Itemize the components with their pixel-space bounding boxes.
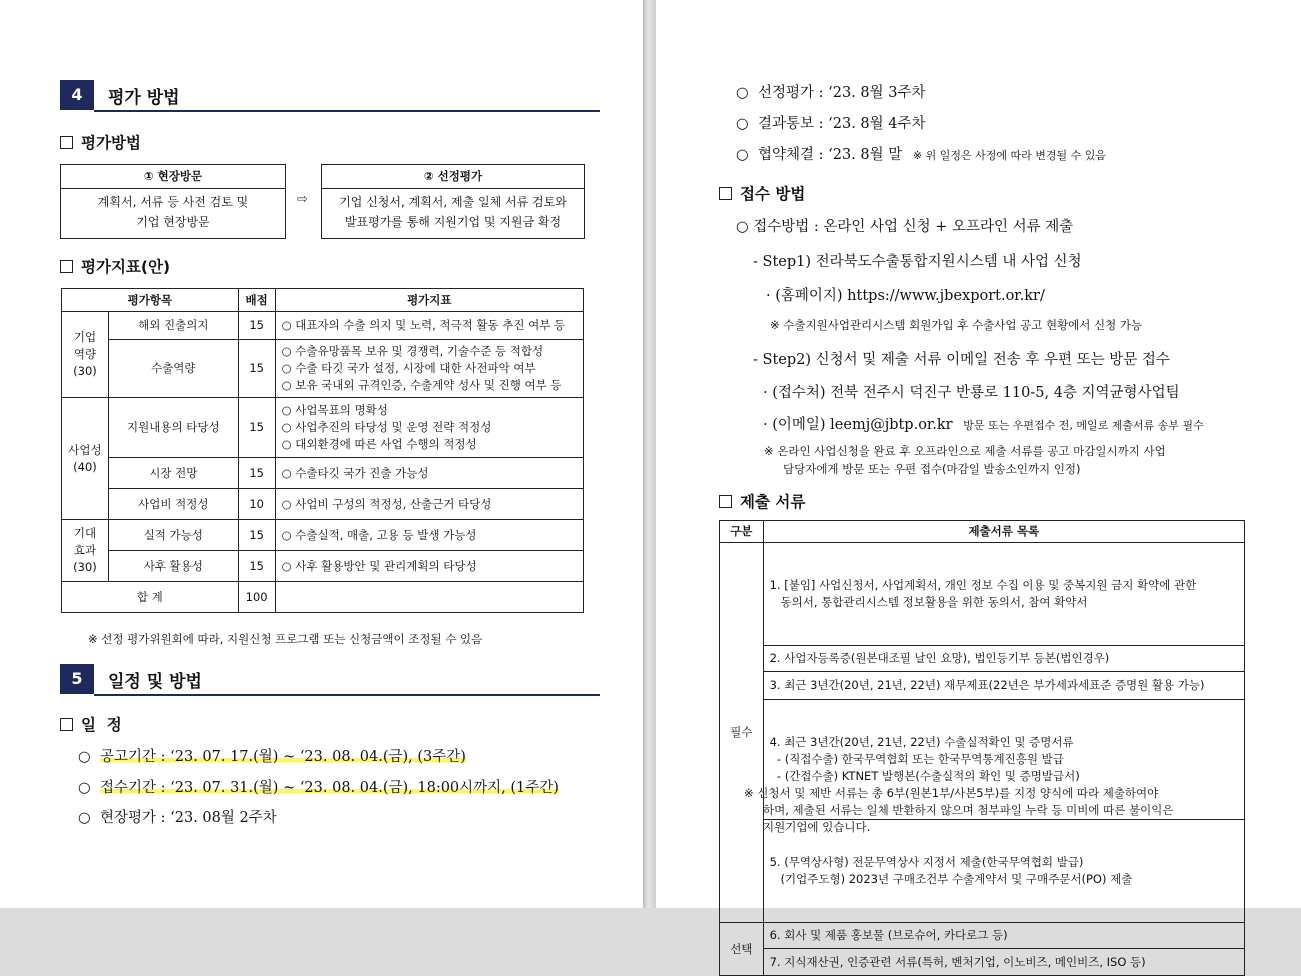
table-row (720, 543, 1245, 646)
score-cell: 15 (238, 398, 275, 458)
table-row (720, 923, 1245, 949)
flow-step-2 (321, 164, 585, 239)
reception-note-2a: ※ 온라인 사업신청을 완료 후 오프라인으로 제출 서류를 공고 마감일시까지 사업 (764, 444, 1166, 458)
checkbox-square-icon (60, 136, 73, 149)
submission-docs-table (719, 520, 1245, 976)
section-number: 5 (60, 664, 94, 694)
score-cell: 15 (238, 458, 275, 489)
score-cell: 15 (238, 340, 275, 398)
score-cell: 15 (238, 551, 275, 582)
schedule-item-announcement: ○ 공고기간 : ‘23. 07. 17.(월) ~ ‘23. 08. 04.(금), (3주간) (78, 749, 466, 765)
table-row (62, 312, 584, 340)
schedule-change-note: ※ 위 일정은 사정에 따라 변경될 수 있음 (912, 149, 1106, 162)
reception-email (763, 413, 1204, 434)
item-cell: 지원내용의 타당성 (108, 398, 238, 458)
table-row (720, 646, 1245, 672)
homepage-link[interactable]: · (홈페이지) https://www.jbexport.or.kr/ (766, 288, 1045, 304)
arrow-right-icon: ⇨ (297, 192, 308, 207)
reception-step2: - Step2) 신청서 및 제출 서류 이메일 전송 후 우편 또는 방문 접수 (753, 352, 1170, 368)
flow-step-body: 기업 현장방문 (136, 215, 210, 229)
group-label: 기대 효과 (30) (62, 520, 109, 582)
reception-heading: 접수 방법 (719, 182, 805, 204)
table-total-row (62, 582, 584, 613)
docs-note-line-1: ※ 신청서 및 제반 서류는 총 6부(원본1부/사본5부)를 지정 양식에 따라 제출하여야 (744, 786, 1159, 800)
reception-note-1: ※ 수출지원사업관리시스템 회원가입 후 수출사업 공고 현황에서 신청 가능 (770, 318, 1143, 332)
section-title: 평가 방법 (108, 88, 180, 108)
checkbox-square-icon (60, 718, 73, 731)
score-cell: 15 (238, 312, 275, 340)
section-5-header (60, 664, 600, 694)
section-number: 4 (60, 80, 94, 110)
document-page-left[interactable] (0, 0, 643, 908)
flow-step-1 (60, 164, 286, 239)
doc-item: 7. 지식재산권, 인증관련 서류(특허, 벤처기업, 이노비즈, 메인비즈, ISO 등) (763, 949, 1244, 976)
item-cell: 수출역량 (108, 340, 238, 398)
table-row (62, 458, 584, 489)
flow-step-body: 기업 신청서, 계획서, 제출 일체 서류 검토와 (339, 195, 567, 209)
email-link[interactable]: · (이메일) leemj@jbtp.or.kr (763, 417, 953, 433)
table-header: 배점 (238, 289, 275, 312)
indicator-heading: 평가지표(안) (60, 255, 170, 277)
section-underline (94, 694, 600, 696)
doc-item: 2. 사업자등록증(원본대조필 날인 요망), 법인등기부 등본(법인경우) (763, 646, 1244, 672)
indicator-cell: ○ 수출타깃 국가 진출 가능성 (275, 458, 583, 489)
table-note: ※ 선정 평가위원회에 따라, 지원신청 프로그램 또는 신청금액이 조정될 수 있음 (88, 632, 483, 646)
item-cell: 해외 진출의지 (108, 312, 238, 340)
table-row (62, 340, 584, 398)
email-note: 방문 또는 우편접수 전, 메일로 제출서류 송부 필수 (963, 419, 1204, 432)
flow-step-title: ② 선정평가 (322, 165, 584, 189)
doc-item: 6. 회사 및 제품 홍보물 (브로슈어, 카다로그 등) (763, 923, 1244, 949)
indicator-cell: ○ 수출실적, 매출, 고용 등 발생 가능성 (275, 520, 583, 551)
schedule-item-selection: ○ 선정평가 : ‘23. 8월 3주차 (736, 85, 926, 101)
checkbox-square-icon (719, 187, 732, 200)
evaluation-indicator-table (61, 288, 584, 613)
docs-heading: 제출 서류 (719, 490, 805, 512)
total-label: 합 계 (62, 582, 239, 613)
doc-item: 1. [붙임] 사업신청서, 사업계획서, 개인 정보 수집 이용 및 중복지원 금지 확약에 관한 동의서, 통합관리시스템 정보활용을 위한 동의서, 참여 확약서 (763, 543, 1244, 646)
item-cell: 실적 가능성 (108, 520, 238, 551)
schedule-item-result: ○ 결과통보 : ‘23. 8월 4주차 (736, 116, 926, 132)
section-title: 일정 및 방법 (108, 672, 202, 692)
checkbox-square-icon (719, 495, 732, 508)
group-label: 기업 역량 (30) (62, 312, 109, 398)
schedule-item-agreement: ○ 협약체결 : ‘23. 8월 말 ※ 위 일정은 사정에 따라 변경될 수 있음 (736, 147, 1106, 163)
schedule-item-reception: ○ 접수기간 : ‘23. 07. 31.(월) ~ ‘23. 08. 04.(금), 18:00시까지, (1주간) (78, 780, 559, 796)
table-header: 구분 (720, 521, 764, 543)
indicator-cell: ○ 수출유망품목 보유 및 경쟁력, 기술수준 등 적합성 ○ 수출 타깃 국가 설정, 시장에 대한 사전파악 여부 ○ 보유 국내외 규격인증, 수출계약 성사 및 진행 여부 등 (275, 340, 583, 398)
document-page-right[interactable] (656, 0, 1301, 969)
total-empty-cell (275, 582, 583, 613)
table-row (62, 489, 584, 520)
doc-item: 3. 최근 3년간(20년, 21년, 22년) 재무제표(22년은 부가세과세표준 증명원 활용 가능) (763, 672, 1244, 700)
reception-method: ○ 접수방법 : 온라인 사업 신청 + 오프라인 서류 제출 (736, 219, 1074, 235)
table-row (62, 551, 584, 582)
checkbox-square-icon (60, 260, 73, 273)
section-4-header (60, 80, 600, 110)
flow-step-body: 발표평가를 통해 지원기업 및 지원금 확정 (344, 215, 562, 229)
required-label: 필수 (720, 543, 764, 923)
schedule-item-site-eval: ○ 현장평가 : ‘23. 08월 2주차 (78, 810, 277, 826)
score-cell: 15 (238, 520, 275, 551)
reception-address: · (접수처) 전북 전주시 덕진구 반룡로 110-5, 4층 지역균형사업팀 (763, 385, 1180, 401)
docs-note-line-2: 하며, 제출된 서류는 일체 반환하지 않으며 첨부파일 누락 등 미비에 따른 불이익은 (763, 803, 1174, 817)
item-cell: 시장 전망 (108, 458, 238, 489)
table-header: 평가항목 (62, 289, 239, 312)
table-header: 제출서류 목록 (763, 521, 1244, 543)
indicator-cell: ○ 사업비 구성의 적정성, 산출근거 타당성 (275, 489, 583, 520)
table-row (62, 520, 584, 551)
flow-step-title: ① 현장방문 (61, 165, 285, 189)
item-cell: 사업비 적정성 (108, 489, 238, 520)
table-row (720, 949, 1245, 976)
table-header: 평가지표 (275, 289, 583, 312)
table-row (62, 398, 584, 458)
doc-item: 4. 최근 3년간(20년, 21년, 22년) 수출실적확인 및 증명서류 - (직접수출) 한국무역협회 또는 한국무역통계진흥원 발급 - (간접수출) KTNET 발행본(수출실적의 확인 및 증명발급서) (763, 700, 1244, 820)
group-label: 사업성 (40) (62, 398, 109, 520)
item-cell: 사후 활용성 (108, 551, 238, 582)
section-underline (94, 110, 600, 112)
flow-step-body: 계획서, 서류 등 사전 검토 및 (97, 195, 249, 209)
table-row (720, 672, 1245, 700)
reception-note-2b: 담당자에게 방문 또는 우편 접수(마감일 발송소인까지 인정) (783, 462, 1081, 476)
page-gutter (643, 0, 656, 908)
total-score: 100 (238, 582, 275, 613)
optional-label: 선택 (720, 923, 764, 976)
reception-step1: - Step1) 전라북도수출통합지원시스템 내 사업 신청 (753, 254, 1082, 270)
indicator-cell: ○ 사업목표의 명확성 ○ 사업추진의 타당성 및 운영 전략 적정성 ○ 대외환경에 따른 사업 수행의 적정성 (275, 398, 583, 458)
indicator-cell: ○ 대표자의 수출 의지 및 노력, 적극적 활동 추진 여부 등 (275, 312, 583, 340)
docs-note-line-3: 지원기업에 있습니다. (763, 820, 871, 834)
schedule-heading: 일 정 (60, 713, 122, 735)
doc-item: 5. (무역상사형) 전문무역상사 지정서 제출(한국무역협회 발급) (기업주도형) 2023년 구매조건부 수출계약서 및 구매주문서(PO) 제출 (763, 820, 1244, 923)
indicator-cell: ○ 사후 활용방안 및 관리계획의 타당성 (275, 551, 583, 582)
eval-method-heading: 평가방법 (60, 131, 141, 153)
score-cell: 10 (238, 489, 275, 520)
